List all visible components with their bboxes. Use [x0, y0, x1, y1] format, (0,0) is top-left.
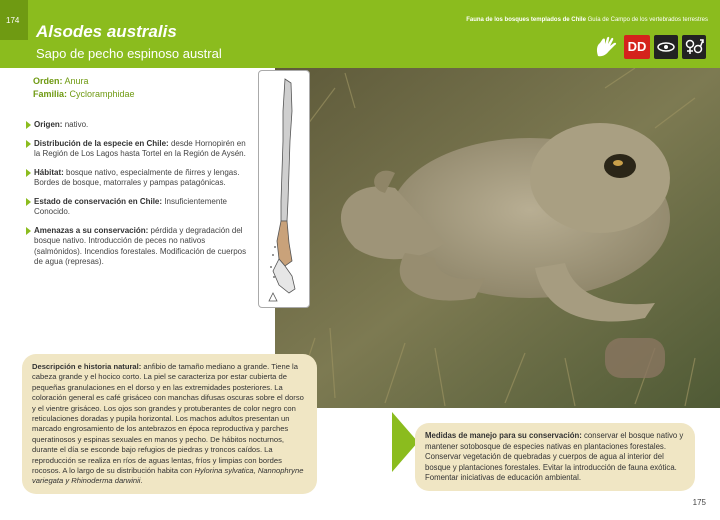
order-label: Orden:	[33, 76, 63, 86]
female-male-icon	[682, 35, 706, 59]
fact-threats	[26, 226, 248, 268]
fact-label: Origen:	[34, 120, 63, 129]
fact-text: Insuficientemente Conocido.	[34, 196, 227, 216]
fact-text: pérdida y degradación del bosque nativo. Introducción de peces no nativos (salmónidos). Incendios forestales. Modificación de cuerpos de agua (represas).	[34, 225, 247, 266]
fact-label: Distribución de la especie en Chile:	[34, 138, 169, 148]
eye-icon	[654, 35, 678, 59]
management-text: conservar el bosque nativo y mantener sotobosque de especies nativas en plantaciones forestales. Conservar vegetación de quebradas y cuerpos de agua al interior del bosque y plantaciones forestales. Evitar la introducción de fauna exótica. Fomentar iniciativas de educación ambiental.	[425, 431, 684, 483]
fact-text: nativo.	[64, 120, 89, 129]
family-label: Familia:	[33, 89, 68, 99]
book-title	[466, 17, 708, 23]
fact-label: Hábitat:	[34, 167, 64, 177]
book-title-main: Fauna de los bosques templados de Chile	[466, 17, 586, 23]
page-number-left: 174	[0, 0, 28, 40]
fact-conservation-status	[26, 197, 248, 218]
page-number-right: 175	[692, 498, 706, 507]
book-subtitle: Guía de Campo de los vertebrados terrestres	[587, 17, 708, 23]
dd-badge: DD	[624, 35, 650, 59]
distribution-map	[258, 70, 310, 308]
order-value: Anura	[64, 76, 89, 86]
fact-label: Estado de conservación en Chile:	[34, 196, 163, 206]
fact-text: desde Hornopirén en la Región de Los Lagos hasta Tortel en la Región de Aysén.	[34, 138, 246, 158]
description-box	[22, 354, 317, 494]
fact-label: Amenazas a su conservación:	[34, 225, 149, 235]
fact-habitat	[26, 168, 248, 189]
taxonomy-family	[33, 88, 135, 101]
fact-list	[26, 120, 248, 276]
fact-origin	[26, 120, 248, 131]
status-icons	[594, 34, 706, 60]
header-band	[0, 0, 720, 68]
fact-distribution	[26, 139, 248, 160]
frog-photo	[275, 68, 720, 408]
fact-text: bosque nativo, especialmente de ñirres y lengas. Bordes de bosque, matorrales y pampas patagónicas.	[34, 167, 240, 187]
management-label: Medidas de manejo para su conservación:	[425, 431, 582, 440]
hand-icon	[594, 34, 620, 60]
description-end: .	[140, 476, 143, 486]
description-species: Hylorina sylvatica, Nannophryne variegata y Rhinoderma darwinii	[32, 466, 304, 486]
taxonomy-order	[33, 75, 135, 88]
family-value: Cycloramphidae	[69, 89, 135, 99]
species-common-name: Sapo de pecho espinoso austral	[36, 46, 222, 61]
species-title: Alsodes australis	[36, 22, 177, 41]
description-text: anfibio de tamaño mediano a grande. Tiene la cabeza grande y el hocico corto. La piel se caracteriza por estar cubierta de pequeñas granulaciones en el dorso y en las extremidades posteriores. La coloración general es café grisáceo con manchas difusas oscuras sobre el dorso y el vientre grisáceo. Los ojos son grandes y protuberantes de color negro con reticulaciones doradas y pupila horizontal. Los machos adultos presentan un marcado engrosamiento de los antebrazos en época reproductiva y parches queratinosos y espinas sexuales en manos y pecho. De hábitos nocturnos, durante el día se esconde bajo refugios de piedras y troncos caídos. La reproducción se realiza en ríos de aguas lentas, fríos y limpias con bordes rocosos. A lo largo de su distribución habita con	[32, 362, 304, 476]
taxonomy	[33, 75, 135, 101]
description-label: Descripción e historia natural:	[32, 362, 142, 371]
management-box	[415, 423, 695, 491]
